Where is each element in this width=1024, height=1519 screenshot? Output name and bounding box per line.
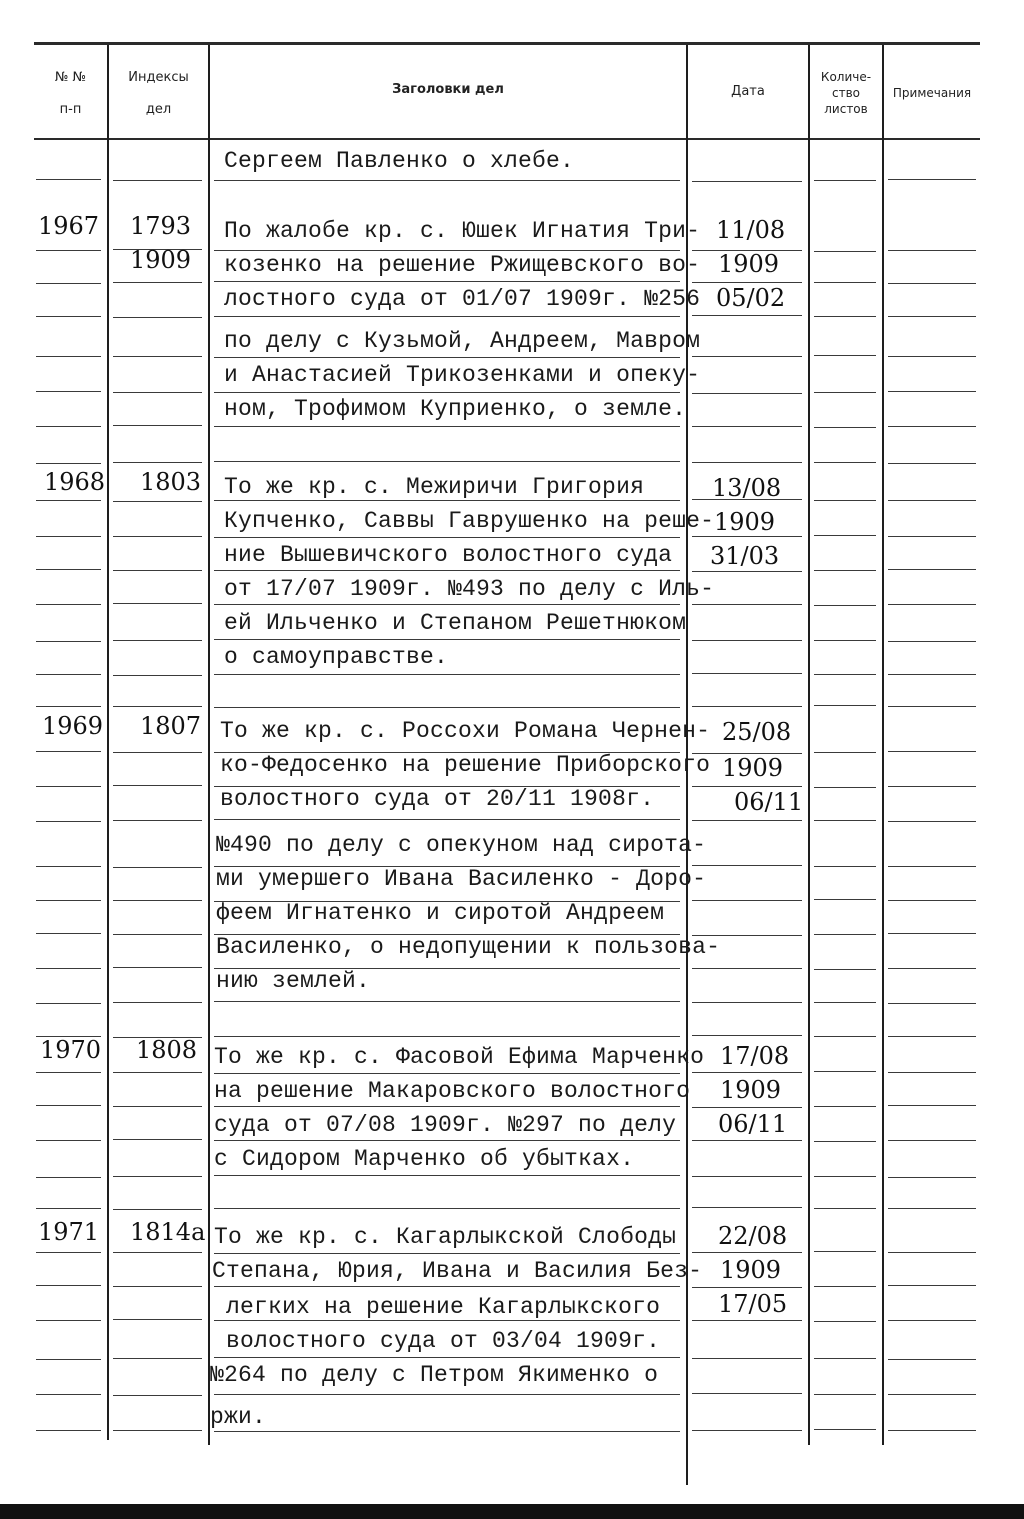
ruled-line bbox=[888, 900, 976, 901]
ruled-line bbox=[692, 1320, 802, 1321]
ruled-line bbox=[692, 181, 802, 182]
ruled-line bbox=[814, 282, 876, 283]
ruled-line bbox=[113, 900, 202, 901]
entry-date-line: 1909 bbox=[720, 1256, 782, 1284]
entry-title-line: козенко на решение Ржищевского во- bbox=[224, 252, 701, 278]
ruled-line bbox=[214, 674, 680, 675]
ruled-line bbox=[113, 706, 202, 707]
entry-title-line: ей Ильченко и Степаном Решетнюком bbox=[224, 610, 687, 636]
ruled-line bbox=[214, 1208, 680, 1209]
column-divider bbox=[107, 45, 109, 1440]
ruled-line bbox=[113, 1139, 202, 1140]
ruled-line bbox=[113, 752, 202, 753]
ruled-line bbox=[113, 462, 202, 463]
ruled-line bbox=[36, 641, 101, 642]
ruled-line bbox=[814, 605, 876, 606]
ruled-line bbox=[692, 900, 802, 901]
header-number-line2: п-п bbox=[59, 102, 82, 117]
entry-title-line: от 17/07 1909г. №493 по делу с Иль- bbox=[224, 576, 715, 602]
ruled-line bbox=[692, 356, 802, 357]
entry-title-line: на решение Макаровского волостного bbox=[214, 1078, 691, 1104]
ruled-line bbox=[214, 316, 680, 317]
ruled-line bbox=[888, 463, 976, 464]
ruled-line bbox=[814, 1321, 876, 1322]
ruled-line bbox=[692, 865, 802, 866]
entry-date-line: 1909 bbox=[720, 1076, 782, 1104]
ruled-line bbox=[888, 179, 976, 180]
entry-title-line: суда от 07/08 1909г. №297 по делу bbox=[214, 1112, 677, 1138]
ruled-line bbox=[113, 1252, 202, 1253]
ruled-line bbox=[36, 968, 101, 969]
entry-title-line: ко-Федосенко на решение Приборского bbox=[220, 752, 711, 778]
ruled-line bbox=[692, 786, 802, 787]
entry-date-line: 1909 bbox=[722, 754, 784, 782]
entry-date-line: 06/11 bbox=[718, 1110, 788, 1138]
ruled-line bbox=[814, 1251, 876, 1252]
ruled-line bbox=[36, 900, 101, 901]
ruled-line bbox=[814, 427, 876, 428]
ruled-line bbox=[692, 1035, 802, 1036]
ruled-line bbox=[113, 1002, 202, 1003]
ruled-line bbox=[888, 391, 976, 392]
ruled-line bbox=[888, 821, 976, 822]
ruled-line bbox=[814, 969, 876, 970]
ruled-line bbox=[692, 1207, 802, 1208]
column-divider bbox=[208, 45, 210, 1445]
entry-title-line: волостного суда от 03/04 1909г. bbox=[226, 1328, 661, 1354]
entry-date-line: 06/11 bbox=[734, 788, 804, 816]
entry-title-line: по делу с Кузьмой, Андреем, Мавром bbox=[224, 328, 701, 354]
ruled-line bbox=[36, 250, 101, 251]
ruled-line bbox=[36, 1208, 101, 1209]
header-count-line1: Количе- bbox=[820, 70, 872, 84]
entry-title-line: легких на решение Кагарлыкского bbox=[226, 1294, 661, 1320]
ruled-line bbox=[113, 1430, 202, 1431]
ruled-line bbox=[113, 282, 202, 283]
entry-title-line: По жалобе кр. с. Юшек Игнатия Три- bbox=[224, 218, 701, 244]
ruled-line bbox=[888, 604, 976, 605]
entry-title-line: лостного суда от 01/07 1909г. №256 bbox=[224, 286, 701, 312]
entry-index: 1807 bbox=[140, 712, 202, 740]
entry-number: 1969 bbox=[42, 712, 104, 740]
carry-over-line: Сергеем Павленко о хлебе. bbox=[224, 148, 575, 174]
ruled-line bbox=[113, 785, 202, 786]
ruled-line bbox=[814, 535, 876, 536]
ruled-line bbox=[888, 751, 976, 752]
entry-title-line: То же кр. с. Фасовой Ефима Марченко bbox=[214, 1044, 705, 1070]
ruled-line bbox=[36, 604, 101, 605]
header-count-line3: листов bbox=[824, 102, 868, 116]
ruled-line bbox=[113, 1072, 202, 1073]
entry-title-line: ном, Трофимом Куприенко, о земле. bbox=[224, 396, 687, 422]
ruled-line bbox=[36, 463, 101, 464]
ruled-line bbox=[888, 1430, 976, 1431]
ruled-line bbox=[113, 867, 202, 868]
ruled-line bbox=[814, 500, 876, 501]
header-date: Дата bbox=[731, 84, 765, 99]
entry-number: 1968 bbox=[44, 468, 106, 496]
entry-title-line: ние Вышевичского волостного суда bbox=[224, 542, 673, 568]
ruled-line bbox=[814, 674, 876, 675]
ruled-line bbox=[214, 1036, 680, 1037]
ruled-line bbox=[113, 603, 202, 604]
ruled-line bbox=[814, 934, 876, 935]
ruled-line bbox=[113, 1176, 202, 1177]
column-divider bbox=[882, 45, 884, 1445]
ruled-line bbox=[814, 899, 876, 900]
ruled-line bbox=[814, 1036, 876, 1037]
entry-number: 1971 bbox=[38, 1218, 100, 1246]
entry-title-line: о самоуправстве. bbox=[224, 644, 449, 670]
ruled-line bbox=[36, 1177, 101, 1178]
ruled-line bbox=[113, 675, 202, 676]
ruled-line bbox=[113, 425, 202, 426]
ruled-line bbox=[113, 1358, 202, 1359]
entry-title-line: нию землей. bbox=[216, 968, 371, 994]
ruled-line bbox=[814, 866, 876, 867]
ruled-line bbox=[36, 866, 101, 867]
header-number bbox=[34, 62, 107, 126]
entry-title-line: Степана, Юрия, Ивана и Василия Без- bbox=[212, 1258, 703, 1284]
ruled-line bbox=[888, 968, 976, 969]
ruled-line bbox=[692, 1393, 802, 1394]
ruled-line bbox=[113, 820, 202, 821]
ruled-line bbox=[888, 426, 976, 427]
entry-date-line: 31/03 bbox=[710, 542, 780, 570]
ruled-line bbox=[692, 706, 802, 707]
ruled-line bbox=[36, 569, 101, 570]
entry-title-line: То же кр. с. Кагарлыкской Слободы bbox=[214, 1224, 677, 1250]
ruled-line bbox=[692, 1287, 802, 1288]
ruled-line bbox=[692, 1252, 802, 1253]
entry-title-line: То же кр. с. Межиричи Григория bbox=[224, 474, 645, 500]
ruled-line bbox=[814, 462, 876, 463]
entry-title-line: Купченко, Саввы Гаврушенко на реше- bbox=[224, 508, 715, 534]
ruled-line bbox=[814, 251, 876, 252]
ruled-line bbox=[814, 1071, 876, 1072]
ruled-line bbox=[888, 316, 976, 317]
ruled-line bbox=[36, 179, 101, 180]
entry-date-line: 22/08 bbox=[718, 1222, 788, 1250]
ruled-line bbox=[36, 751, 101, 752]
ruled-line bbox=[36, 356, 101, 357]
ruled-line bbox=[814, 1358, 876, 1359]
ruled-line bbox=[36, 316, 101, 317]
ruled-line bbox=[113, 1209, 202, 1210]
ruled-line bbox=[36, 933, 101, 934]
entry-index: 1793 bbox=[130, 212, 192, 240]
ruled-line bbox=[692, 968, 802, 969]
ruled-line bbox=[888, 866, 976, 867]
scan-edge-band bbox=[0, 1504, 1024, 1519]
ruled-line bbox=[692, 1358, 802, 1359]
ruled-line bbox=[692, 1107, 802, 1108]
entry-title-line: №264 по делу с Петром Якименко о bbox=[210, 1362, 659, 1388]
entry-date-line: 25/08 bbox=[722, 718, 792, 746]
entry-date-line: 17/08 bbox=[720, 1042, 790, 1070]
ruled-line bbox=[888, 250, 976, 251]
ruled-line bbox=[214, 180, 680, 181]
ruled-line bbox=[888, 1140, 976, 1141]
ruled-line bbox=[692, 820, 802, 821]
ruled-line bbox=[888, 1105, 976, 1106]
ruled-line bbox=[888, 536, 976, 537]
ruled-line bbox=[692, 315, 802, 316]
ruled-line bbox=[888, 1208, 976, 1209]
entry-date-line: 17/05 bbox=[718, 1290, 788, 1318]
entry-date-line: 1909 bbox=[718, 250, 780, 278]
ruled-line bbox=[214, 1001, 680, 1002]
ruled-line bbox=[113, 536, 202, 537]
header-count bbox=[810, 69, 882, 117]
ruled-line bbox=[814, 355, 876, 356]
ruled-line bbox=[814, 1286, 876, 1287]
ruled-line bbox=[113, 392, 202, 393]
ruled-line bbox=[814, 787, 876, 788]
ruled-line bbox=[692, 462, 802, 463]
entry-title-line: То же кр. с. Россохи Романа Чернен- bbox=[220, 718, 711, 744]
entry-date-line: 05/02 bbox=[716, 284, 786, 312]
ruled-line bbox=[814, 1141, 876, 1142]
ruled-line bbox=[214, 819, 680, 820]
ruled-line bbox=[814, 752, 876, 753]
ruled-line bbox=[814, 1002, 876, 1003]
ruled-line bbox=[36, 674, 101, 675]
ruled-line bbox=[888, 569, 976, 570]
ruled-line bbox=[814, 820, 876, 821]
ruled-line bbox=[888, 1252, 976, 1253]
ruled-line bbox=[814, 640, 876, 641]
ruled-line bbox=[36, 283, 101, 284]
ruled-line bbox=[113, 356, 202, 357]
ruled-line bbox=[888, 1036, 976, 1037]
ruled-line bbox=[214, 707, 680, 708]
ruled-line bbox=[36, 706, 101, 707]
header-notes: Примечания bbox=[892, 86, 972, 100]
ruled-line bbox=[888, 1320, 976, 1321]
ruled-line bbox=[888, 500, 976, 501]
entry-index: 1808 bbox=[136, 1036, 198, 1064]
entry-index: 1803 bbox=[140, 468, 202, 496]
ruled-line bbox=[36, 786, 101, 787]
ruled-line bbox=[113, 180, 202, 181]
ruled-line bbox=[814, 1394, 876, 1395]
entry-title-line: Василенко, о недопущении к пользова- bbox=[216, 934, 721, 960]
ruled-line bbox=[36, 1430, 101, 1431]
ruled-line bbox=[36, 1320, 101, 1321]
ruled-line bbox=[214, 426, 680, 427]
entry-date-line: 13/08 bbox=[712, 474, 782, 502]
ruled-line bbox=[36, 1140, 101, 1141]
ruled-line bbox=[888, 1285, 976, 1286]
ruled-line bbox=[113, 501, 202, 502]
header-bottom-rule bbox=[34, 138, 980, 140]
ruled-line bbox=[888, 1394, 976, 1395]
entry-title-line: волостного суда от 20/11 1908г. bbox=[220, 786, 655, 812]
ruled-line bbox=[888, 1359, 976, 1360]
ruled-line bbox=[36, 1105, 101, 1106]
ruled-line bbox=[692, 673, 802, 674]
ruled-line bbox=[888, 933, 976, 934]
ruled-line bbox=[814, 180, 876, 181]
ruled-line bbox=[692, 640, 802, 641]
entry-index: 1814а bbox=[130, 1218, 206, 1246]
entry-index-secondary: 1909 bbox=[130, 246, 192, 274]
ruled-line bbox=[36, 1285, 101, 1286]
ruled-line bbox=[814, 705, 876, 706]
ruled-line bbox=[113, 967, 202, 968]
ruled-line bbox=[36, 426, 101, 427]
entry-title-line: и Анастасией Трикозенками и опеку- bbox=[224, 362, 701, 388]
column-divider bbox=[808, 45, 810, 1445]
ruled-line bbox=[36, 1252, 101, 1253]
ruled-line bbox=[814, 570, 876, 571]
ruled-line bbox=[888, 786, 976, 787]
ruled-line bbox=[814, 1208, 876, 1209]
ruled-line bbox=[888, 706, 976, 707]
header-index-line1: Индексы bbox=[128, 70, 189, 85]
ruled-line bbox=[214, 461, 680, 462]
ruled-line bbox=[113, 1106, 202, 1107]
ruled-line bbox=[113, 934, 202, 935]
ruled-line bbox=[814, 1106, 876, 1107]
header-number-line1: № № bbox=[54, 70, 87, 85]
entry-date-line: 1909 bbox=[714, 508, 776, 536]
ruled-line bbox=[113, 317, 202, 318]
ruled-line bbox=[692, 1002, 802, 1003]
ruled-line bbox=[36, 500, 101, 501]
ruled-line bbox=[36, 391, 101, 392]
ruled-line bbox=[692, 1072, 802, 1073]
ruled-line bbox=[692, 1430, 802, 1431]
entry-title-line: феем Игнатенко и сиротой Андреем bbox=[216, 900, 665, 926]
ruled-line bbox=[113, 570, 202, 571]
ruled-line bbox=[113, 1395, 202, 1396]
header-index-line2: дел bbox=[145, 102, 172, 117]
ruled-line bbox=[888, 641, 976, 642]
ruled-line bbox=[36, 1359, 101, 1360]
ruled-line bbox=[814, 1429, 876, 1430]
ruled-line bbox=[692, 426, 802, 427]
ruled-line bbox=[113, 1319, 202, 1320]
entry-title-line: ми умершего Ивана Василенко - Доро- bbox=[216, 866, 707, 892]
header-count-line2: ство bbox=[831, 86, 860, 100]
ruled-line bbox=[888, 283, 976, 284]
ruled-line bbox=[36, 536, 101, 537]
entry-number: 1970 bbox=[40, 1036, 102, 1064]
ruled-line bbox=[888, 1072, 976, 1073]
entry-title-line: №490 по делу с опекуном над сирота- bbox=[216, 832, 707, 858]
ruled-line bbox=[692, 1140, 802, 1141]
ruled-line bbox=[888, 1177, 976, 1178]
entry-title-line: ржи. bbox=[210, 1404, 267, 1430]
ruled-line bbox=[814, 316, 876, 317]
header-title: Заголовки дел bbox=[392, 82, 504, 97]
ruled-line bbox=[888, 674, 976, 675]
table-top-rule bbox=[34, 42, 980, 45]
ruled-line bbox=[692, 393, 802, 394]
ruled-line bbox=[113, 640, 202, 641]
entry-number: 1967 bbox=[38, 212, 100, 240]
ruled-line bbox=[113, 1286, 202, 1287]
entry-title-line: с Сидором Марченко об убытках. bbox=[214, 1146, 635, 1172]
ruled-line bbox=[214, 1431, 680, 1432]
ruled-line bbox=[888, 356, 976, 357]
ruled-line bbox=[36, 821, 101, 822]
ruled-line bbox=[36, 1003, 101, 1004]
ruled-line bbox=[814, 392, 876, 393]
ruled-line bbox=[214, 1394, 680, 1395]
entry-date-line: 11/08 bbox=[716, 216, 786, 244]
ruled-line bbox=[36, 1072, 101, 1073]
ruled-line bbox=[888, 1003, 976, 1004]
ruled-line bbox=[36, 1394, 101, 1395]
header-index bbox=[109, 62, 208, 126]
ruled-line bbox=[814, 1176, 876, 1177]
ruled-line bbox=[692, 1176, 802, 1177]
